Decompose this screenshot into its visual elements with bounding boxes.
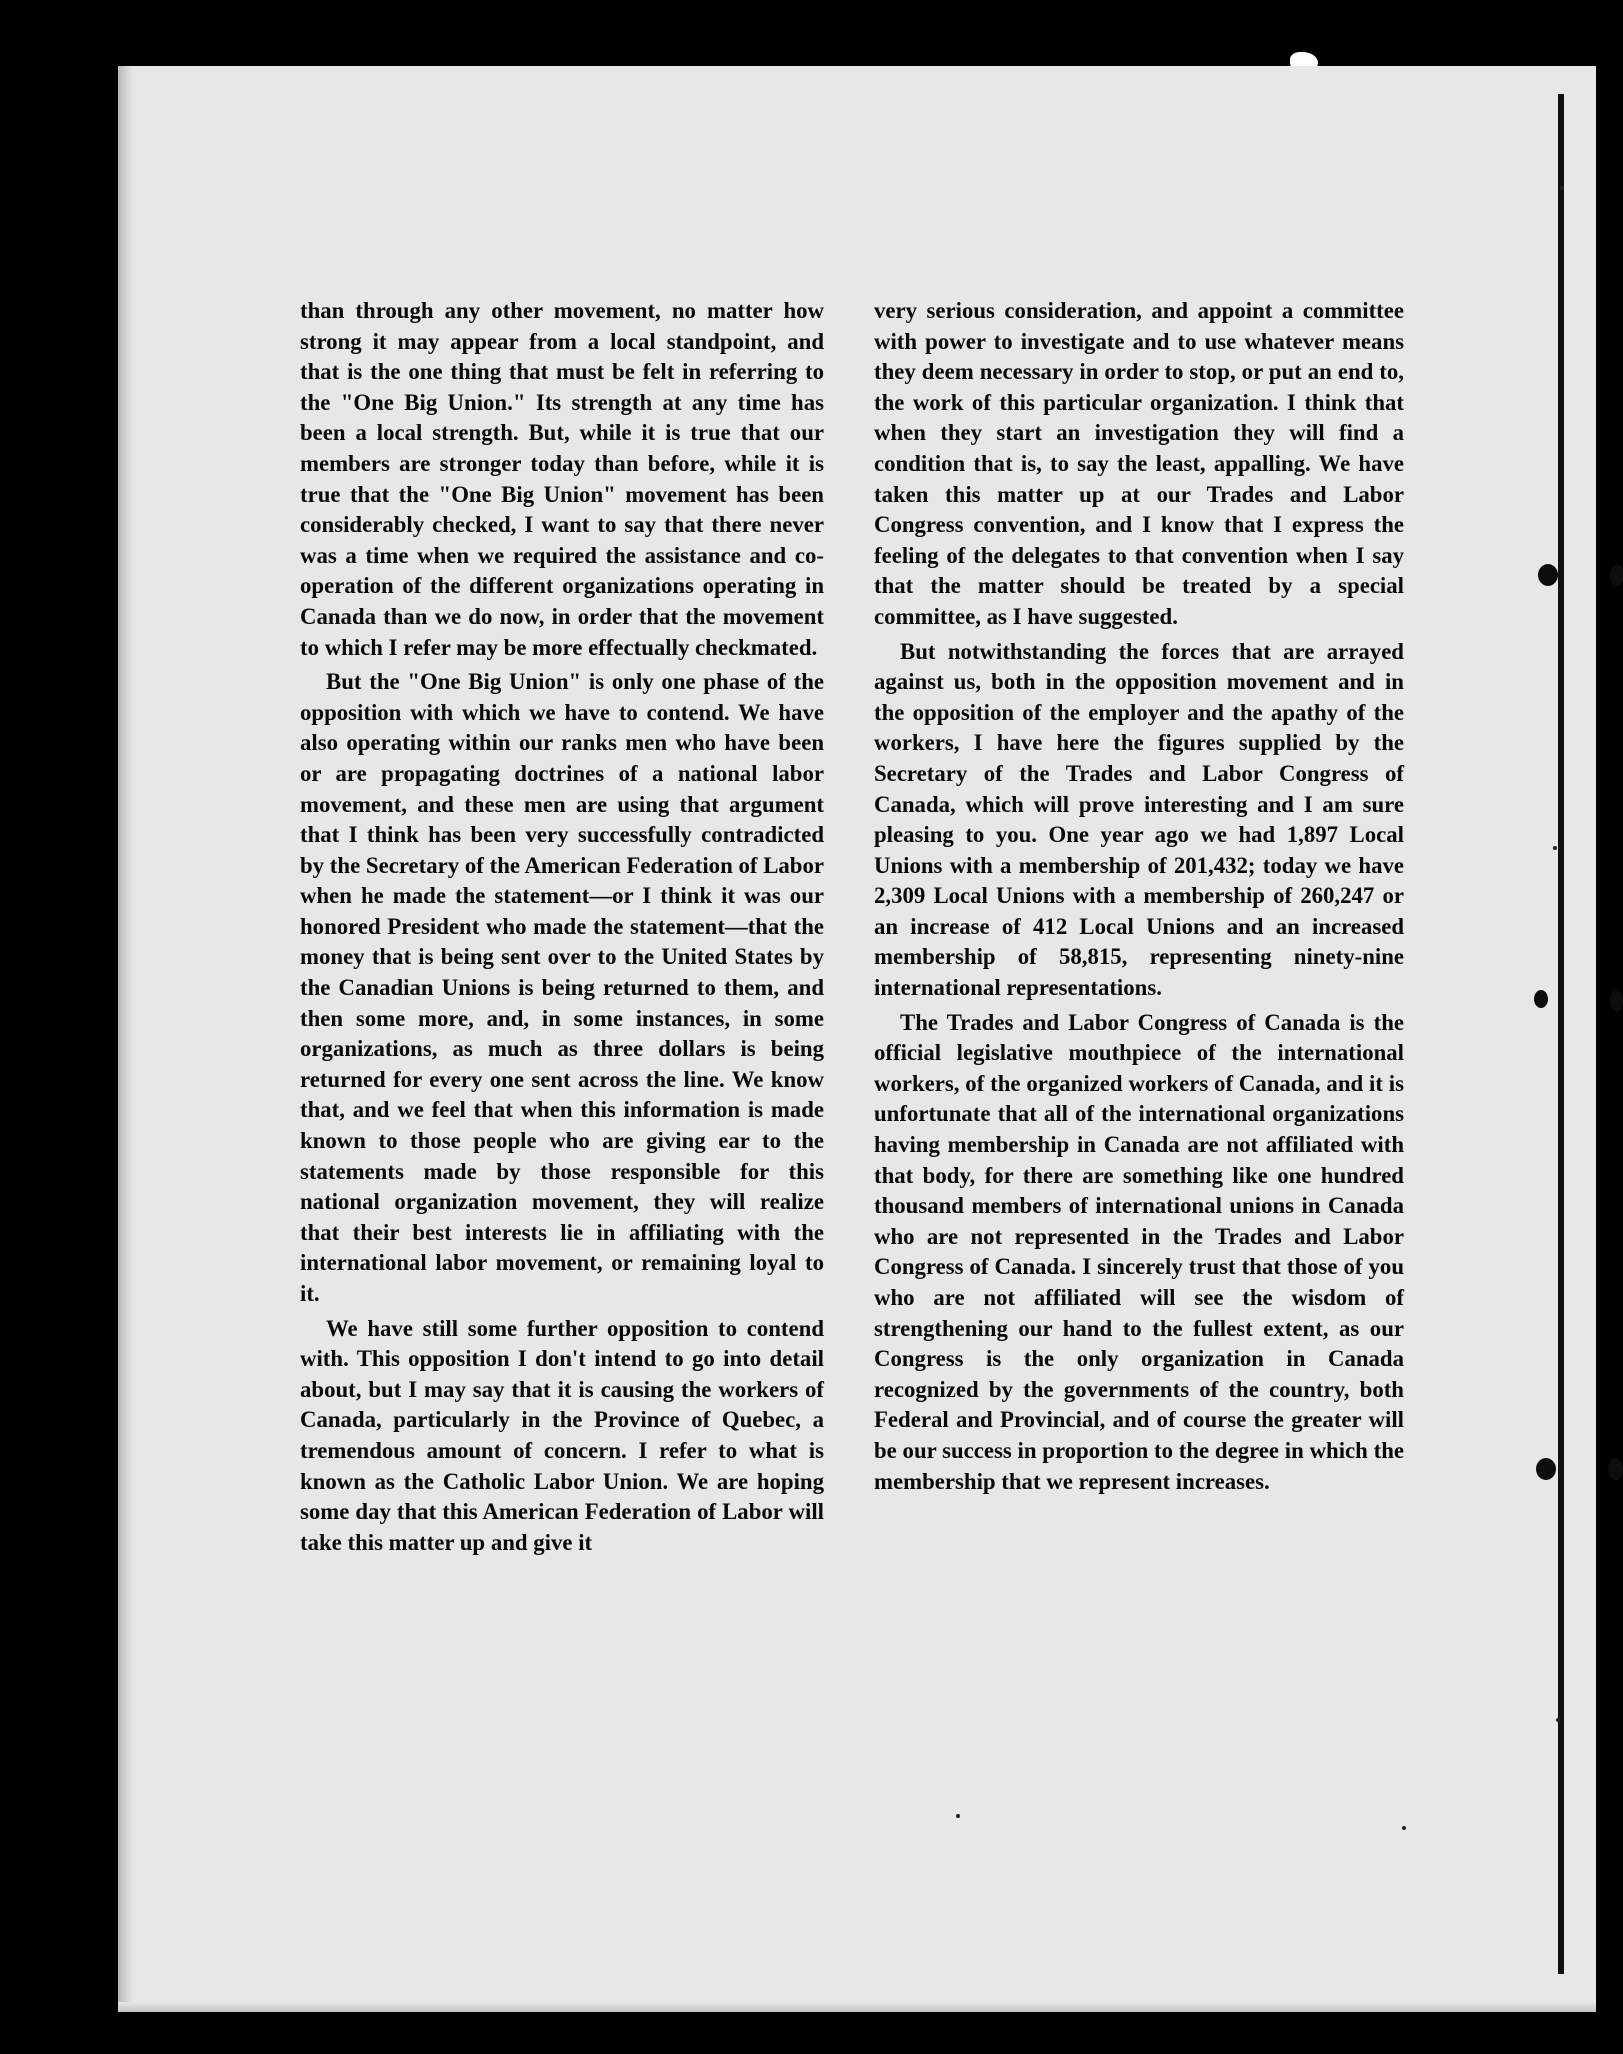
scan-speck (1556, 1718, 1560, 1722)
punch-hole (1536, 1458, 1556, 1480)
paragraph: But notwithstanding the forces that are arrayed against us, both in the opposition movement and in the opposition of the employer and the apathy of the workers, I have here the figures supplied by the Secretary of the Trades and Labor Congress of Canada, which will prove interesting and I am sure pleasing to you. One year ago we had 1,897 Local Unions with a membership of 201,432; today we have 2,309 Local Unions with a membership of 260,247 or an increase of 412 Local Unions and an increased membership of 58,815, representing ninety-nine international representations. (874, 638, 1404, 1001)
right-text-column (874, 296, 1404, 1497)
punch-hole (1608, 1458, 1623, 1480)
paragraph: The Trades and Labor Congress of Canada is the official legislative mouthpiece of the international workers, of the organized workers of Canada, and it is unfortunate that all of the international organizations having membership in Canada are not affiliated with that body, for there are something like one hundred thousand members of international unions in Canada who are not represented in the Trades and Labor Congress of Canada. I sincerely trust that those of you who are not affiliated will see the wisdom of strengthening our hand to the fullest extent, as our Congress is the only organization in Canada recognized by the governments of the country, both Federal and Provincial, and of course the greater will be our success in proportion to the degree in which the membership that we represent increases. (874, 1009, 1404, 1494)
page-bottom-edge (118, 2002, 1596, 2012)
punch-hole (1610, 564, 1623, 586)
punch-hole (1538, 564, 1558, 586)
paragraph: than through any other movement, no matter how strong it may appear from a local standpoint, and that is the one thing that must be felt in referring to the "One Big Union." Its strength at any time has been a local strength. But, while it is true that our members are stronger today than before, while it is true that the "One Big Union" movement has been considerably checked, I want to say that there never was a time when we required the assistance and co-operation of the different organizations operating in Canada than we do now, in order that the movement to which I refer may be more effectually checkmated. (300, 298, 824, 660)
scan-speck (1560, 186, 1564, 190)
paragraph: We have still some further opposition to contend with. This opposition I don't intend to go into detail about, but I may say that it is causing the workers of Canada, particularly in the Province of Quebec, a tremendous amount of concern. I refer to what is known as the Catholic Labor Union. We are hoping some day that this American Federation of Labor will take this matter up and give it (300, 1315, 824, 1555)
binding-edge (1558, 94, 1564, 1974)
paragraph: But the "One Big Union" is only one phase of the opposition with which we have to contend. We have also operating within our ranks men who have been or are propagating doctrines of a national labor movement, and these men are using that argument that I think has been very successfully contradicted by the Secretary of the American Federation of Labor when he made the statement—or I think it was our honored President who made the statement—that the money that is being sent over to the United States by the Canadian Unions is being returned to them, and then some more, and, in some instances, in some organizations, as much as three dollars is being returned for every one sent across the line. We know that, and we feel that when this information is made known to those people who are giving ear to the statements made by those responsible for this national organization movement, they will realize that their best interests lie in affiliating with the international labor movement, or remaining loyal to it. (300, 669, 824, 1306)
scan-speck (1402, 1826, 1406, 1830)
punch-hole (1534, 990, 1548, 1008)
paragraph: very serious consideration, and appoint a committee with power to investigate and to use whatever means they deem necessary in order to stop, or put an end to, the work of this particular organization. I think that when they start an investigation they will find a condition that is, to say the least, appalling. We have taken this matter up at our Trades and Labor Congress convention, and I know that I express the feeling of the delegates to that convention when I say that the matter should be treated by a special committee, as I have suggested. (874, 298, 1404, 629)
punch-hole (1610, 990, 1623, 1012)
page-left-edge (118, 66, 134, 2012)
scan-speck (956, 1814, 960, 1818)
left-text-column (300, 296, 824, 1558)
scan-speck (1553, 846, 1557, 850)
